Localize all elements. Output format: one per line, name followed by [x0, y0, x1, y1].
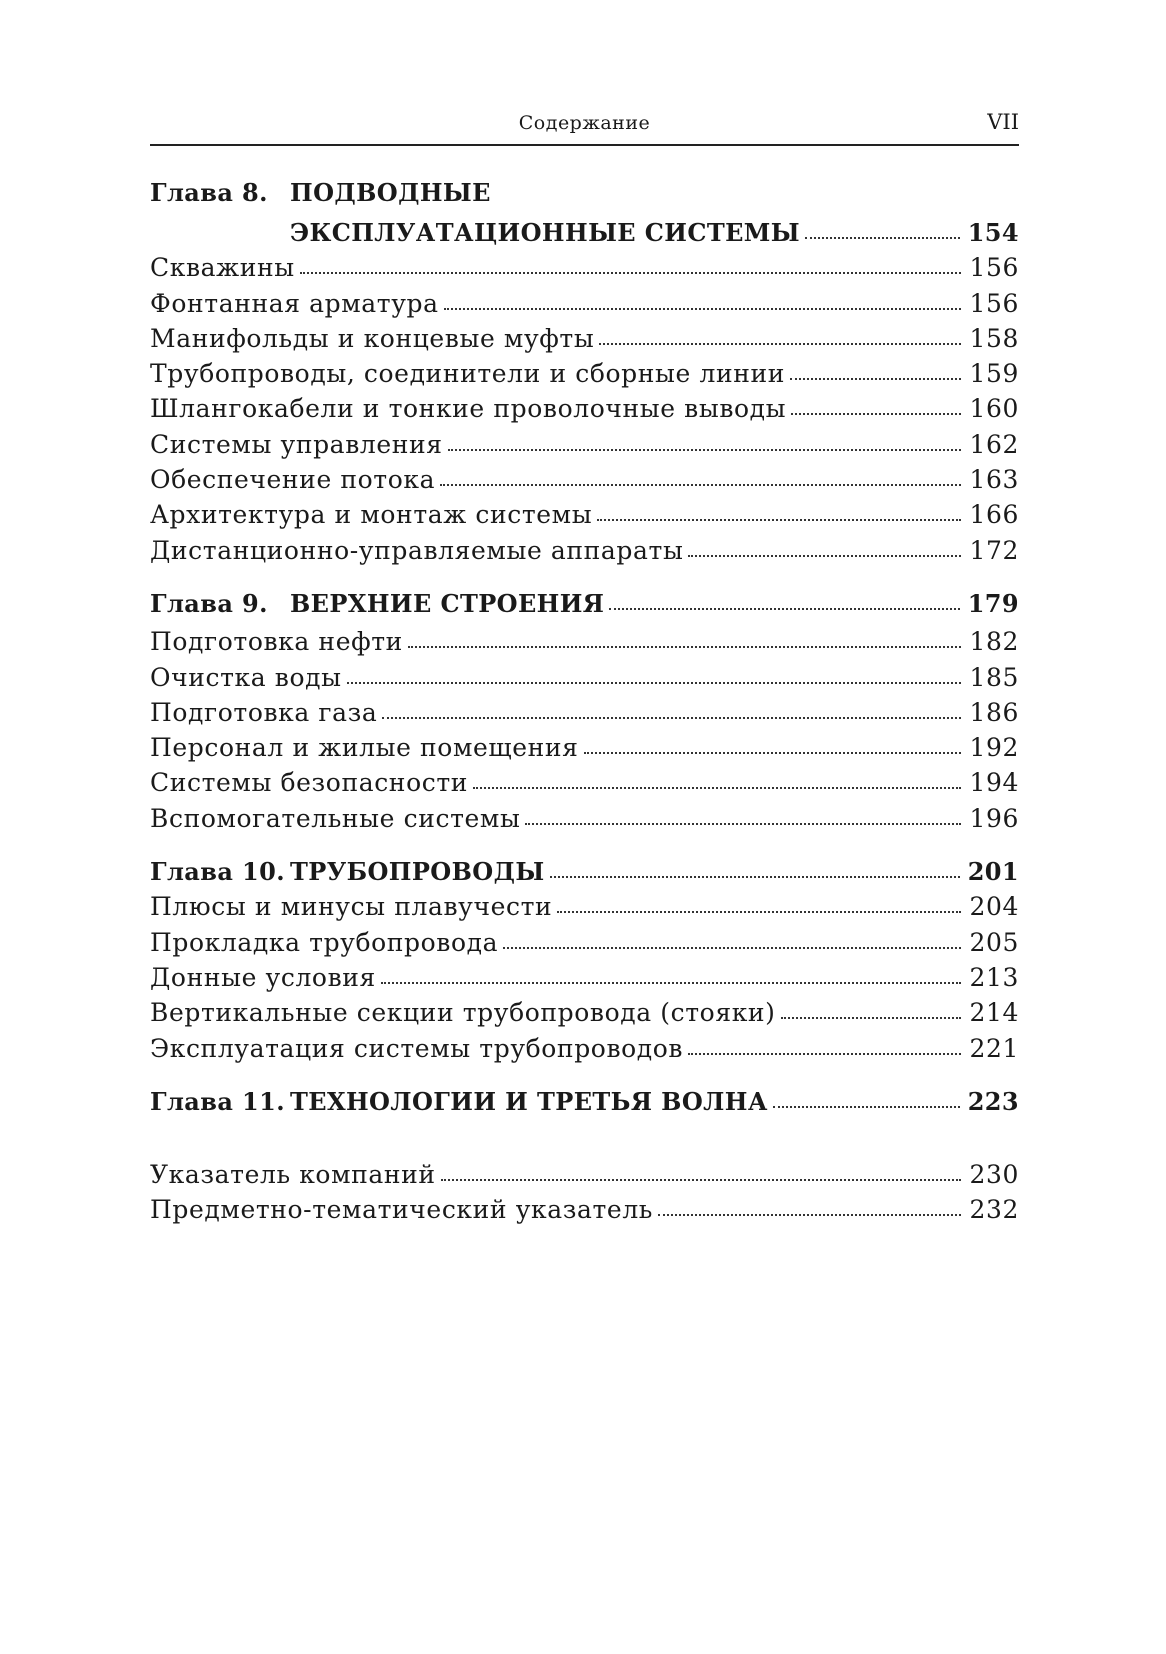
- page-number: 221: [969, 1033, 1019, 1063]
- dot-leader: [448, 448, 962, 451]
- dot-leader: [550, 875, 960, 878]
- section-title: Системы управления: [150, 429, 443, 459]
- page-number: 205: [969, 927, 1019, 957]
- page-number: 204: [969, 892, 1019, 922]
- toc-section-entry[interactable]: [150, 465, 1019, 500]
- table-of-contents: [150, 178, 1019, 1231]
- chapter-8-heading-line2[interactable]: [150, 218, 1019, 253]
- dot-leader: [347, 681, 962, 684]
- section-title: Обеспечение потока: [150, 465, 436, 495]
- toc-section-entry[interactable]: [150, 253, 1019, 288]
- toc-section-entry[interactable]: [150, 663, 1019, 698]
- dot-leader: [609, 607, 959, 610]
- dot-leader: [688, 554, 961, 557]
- page-number: 166: [969, 500, 1019, 530]
- dot-leader: [382, 716, 961, 719]
- index-entry-companies[interactable]: [150, 1160, 1019, 1195]
- section-title: Манифольды и концевые муфты: [150, 323, 595, 353]
- toc-section-entry[interactable]: [150, 928, 1019, 963]
- dot-leader: [300, 271, 962, 274]
- section-title: Шлангокабели и тонкие проволочные выводы: [150, 394, 787, 424]
- dot-leader: [790, 377, 961, 380]
- chapter-title-line2: ЭКСПЛУАТАЦИОННЫЕ СИСТЕМЫ: [290, 218, 800, 247]
- dot-leader: [473, 786, 961, 789]
- page-number: 158: [969, 323, 1019, 353]
- page-number: 179: [967, 588, 1019, 618]
- index-entry-subject[interactable]: [150, 1195, 1019, 1230]
- section-title: Эксплуатация системы трубопроводов: [150, 1033, 684, 1063]
- chapter-number: Глава 9.: [150, 588, 268, 618]
- chapter-title: ВЕРХНИЕ СТРОЕНИЯ: [290, 588, 605, 618]
- toc-section-entry[interactable]: [150, 1034, 1019, 1069]
- dot-leader: [557, 910, 961, 913]
- section-title: Фонтанная арматура: [150, 288, 439, 318]
- chapter-number: Глава 10.: [150, 857, 285, 887]
- dot-leader: [597, 518, 961, 521]
- page-number: 192: [969, 733, 1019, 763]
- toc-section-entry[interactable]: [150, 430, 1019, 465]
- section-title: Трубопроводы, соединители и сборные линии: [150, 359, 786, 389]
- spacer: [150, 571, 1019, 589]
- page-folio: VII: [987, 110, 1019, 134]
- dot-leader: [773, 1105, 960, 1108]
- toc-section-entry[interactable]: [150, 963, 1019, 998]
- dot-leader: [791, 412, 961, 415]
- dot-leader: [444, 307, 962, 310]
- section-title: Вертикальные секции трубопровода (стояки): [150, 998, 776, 1028]
- index-title: Предметно-тематический указатель: [150, 1195, 654, 1225]
- chapter-11-heading[interactable]: [150, 1087, 1019, 1122]
- chapter-number: Глава 11.: [150, 1086, 285, 1116]
- chapter-10-sections: [150, 892, 1019, 1068]
- spacer: [150, 839, 1019, 857]
- dot-leader: [441, 1178, 962, 1181]
- toc-section-entry[interactable]: [150, 324, 1019, 359]
- dot-leader: [584, 751, 962, 754]
- dot-leader: [525, 822, 961, 825]
- chapter-8-sections: [150, 253, 1019, 571]
- chapter-number: Глава 8.: [150, 178, 268, 207]
- page-number: 194: [969, 768, 1019, 798]
- toc-section-entry[interactable]: [150, 359, 1019, 394]
- page-number: 156: [969, 253, 1019, 283]
- page-number: 154: [967, 218, 1019, 247]
- toc-section-entry[interactable]: [150, 500, 1019, 535]
- chapter-9-sections: [150, 627, 1019, 839]
- page-number: 223: [967, 1086, 1019, 1116]
- toc-section-entry[interactable]: [150, 394, 1019, 429]
- dot-leader: [688, 1052, 961, 1055]
- section-title: Плюсы и минусы плавучести: [150, 892, 553, 922]
- toc-section-entry[interactable]: [150, 892, 1019, 927]
- page-number: 196: [969, 803, 1019, 833]
- chapter-9-heading[interactable]: [150, 589, 1019, 624]
- chapter-title-line1: ПОДВОДНЫЕ: [290, 178, 491, 207]
- page-number: 230: [969, 1160, 1019, 1190]
- chapter-title: ТЕХНОЛОГИИ И ТРЕТЬЯ ВОЛНА: [290, 1086, 768, 1116]
- dot-leader: [658, 1213, 961, 1216]
- page-number: 162: [969, 429, 1019, 459]
- running-head: [150, 110, 1019, 146]
- page-number: 232: [969, 1195, 1019, 1225]
- toc-section-entry[interactable]: [150, 733, 1019, 768]
- dot-leader: [381, 981, 962, 984]
- spacer: [150, 1122, 1019, 1160]
- section-title: Подготовка нефти: [150, 627, 403, 657]
- page-number: 159: [969, 359, 1019, 389]
- spacer: [150, 1069, 1019, 1087]
- section-title: Системы безопасности: [150, 768, 469, 798]
- index-title: Указатель компаний: [150, 1160, 436, 1190]
- section-title: Прокладка трубопровода: [150, 927, 499, 957]
- section-title: Донные условия: [150, 962, 376, 992]
- dot-leader: [408, 645, 962, 648]
- toc-section-entry[interactable]: [150, 998, 1019, 1033]
- section-title: Скважины: [150, 253, 295, 283]
- toc-section-entry[interactable]: [150, 768, 1019, 803]
- dot-leader: [805, 236, 960, 239]
- section-title: Дистанционно-управляемые аппараты: [150, 535, 684, 565]
- section-title: Архитектура и монтаж системы: [150, 500, 593, 530]
- page-number: 163: [969, 465, 1019, 495]
- toc-section-entry[interactable]: [150, 536, 1019, 571]
- page-number: 186: [969, 697, 1019, 727]
- toc-section-entry[interactable]: [150, 289, 1019, 324]
- page-number: 201: [967, 857, 1019, 887]
- running-head-title: Содержание: [518, 112, 651, 134]
- toc-section-entry[interactable]: [150, 698, 1019, 733]
- section-title: Подготовка газа: [150, 697, 378, 727]
- chapter-title: ТРУБОПРОВОДЫ: [290, 857, 545, 887]
- page-number: 172: [969, 535, 1019, 565]
- page-number: 213: [969, 962, 1019, 992]
- chapter-10-heading[interactable]: [150, 857, 1019, 892]
- dot-leader: [599, 342, 961, 345]
- section-title: Вспомогательные системы: [150, 803, 521, 833]
- toc-section-entry[interactable]: [150, 804, 1019, 839]
- dot-leader: [440, 483, 961, 486]
- dot-leader: [503, 946, 961, 949]
- dot-leader: [781, 1016, 962, 1019]
- section-title: Персонал и жилые помещения: [150, 733, 579, 763]
- page-number: 185: [969, 662, 1019, 692]
- page-number: 214: [969, 998, 1019, 1028]
- page-number: 160: [969, 394, 1019, 424]
- section-title: Очистка воды: [150, 662, 342, 692]
- page-number: 182: [969, 627, 1019, 657]
- toc-section-entry[interactable]: [150, 627, 1019, 662]
- page-number: 156: [969, 288, 1019, 318]
- chapter-8-heading-line1: [150, 178, 1019, 218]
